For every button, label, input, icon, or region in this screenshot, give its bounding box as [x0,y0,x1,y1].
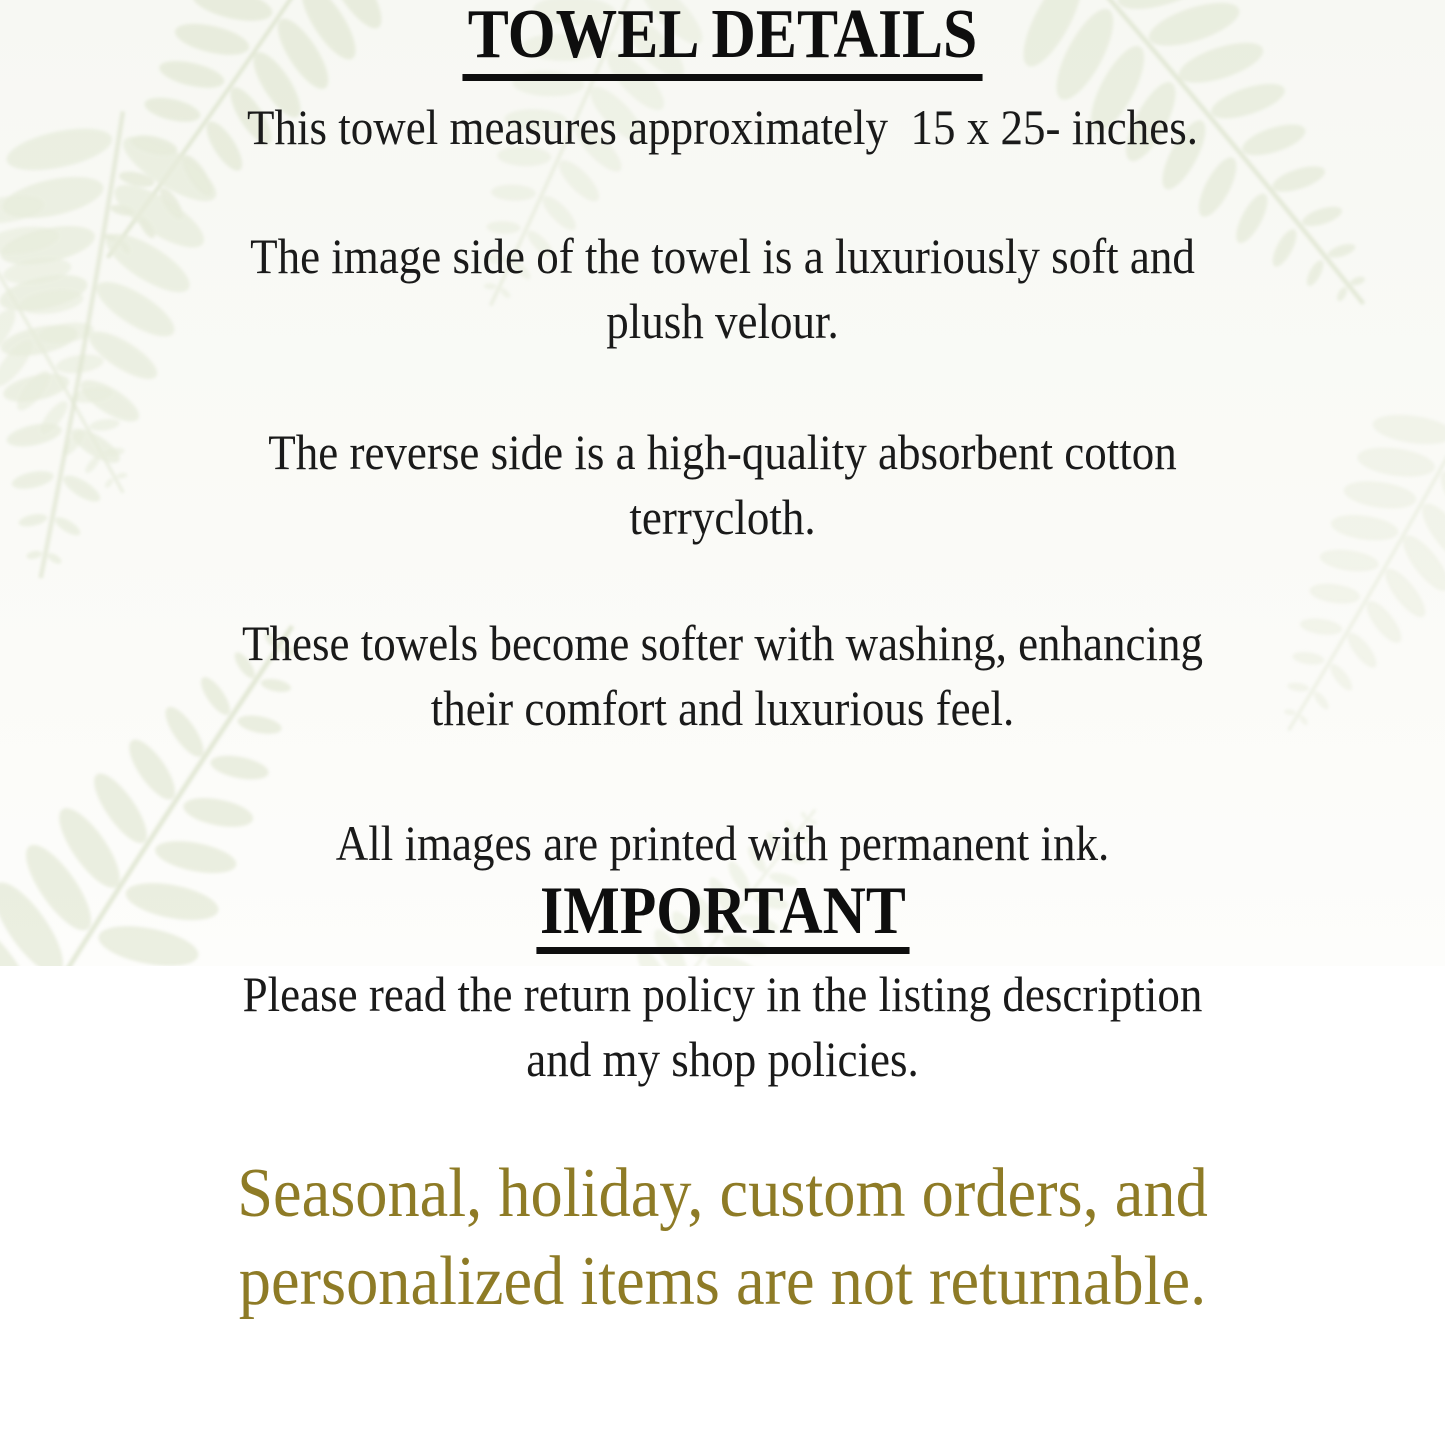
non-returnable-notice [58,1150,1387,1326]
velour-paragraph [72,224,1373,354]
text-line: Seasonal, holiday, custom orders, and [237,1155,1208,1232]
return-policy-paragraph [72,962,1373,1092]
text-line: their comfort and luxurious feel. [430,680,1015,736]
text-line: All images are printed with permanent ink. [335,815,1110,871]
page-title-row [0,0,1445,81]
important-heading: IMPORTANT [536,876,909,954]
text-line: plush velour. [606,293,839,349]
measurement-paragraph [72,95,1373,160]
text-line: Please read the return policy in the listing description [242,966,1203,1022]
text-line: personalized items are not returnable. [238,1243,1207,1320]
towel-details-heading: TOWEL DETAILS [462,0,982,81]
text-line: terrycloth. [629,489,816,545]
important-heading-row [0,872,1445,954]
text-line: These towels become softer with washing, enhancing [242,615,1203,671]
softer-with-washing-paragraph [72,611,1373,741]
terrycloth-paragraph [72,420,1373,550]
text-line: The image side of the towel is a luxuriously soft and [250,228,1195,284]
text-line: and my shop policies. [526,1031,919,1087]
permanent-ink-paragraph [72,811,1373,876]
text-line: This towel measures approximately 15 x 25- inches. [246,99,1199,155]
text-line: The reverse side is a high-quality absorbent cotton [268,424,1177,480]
